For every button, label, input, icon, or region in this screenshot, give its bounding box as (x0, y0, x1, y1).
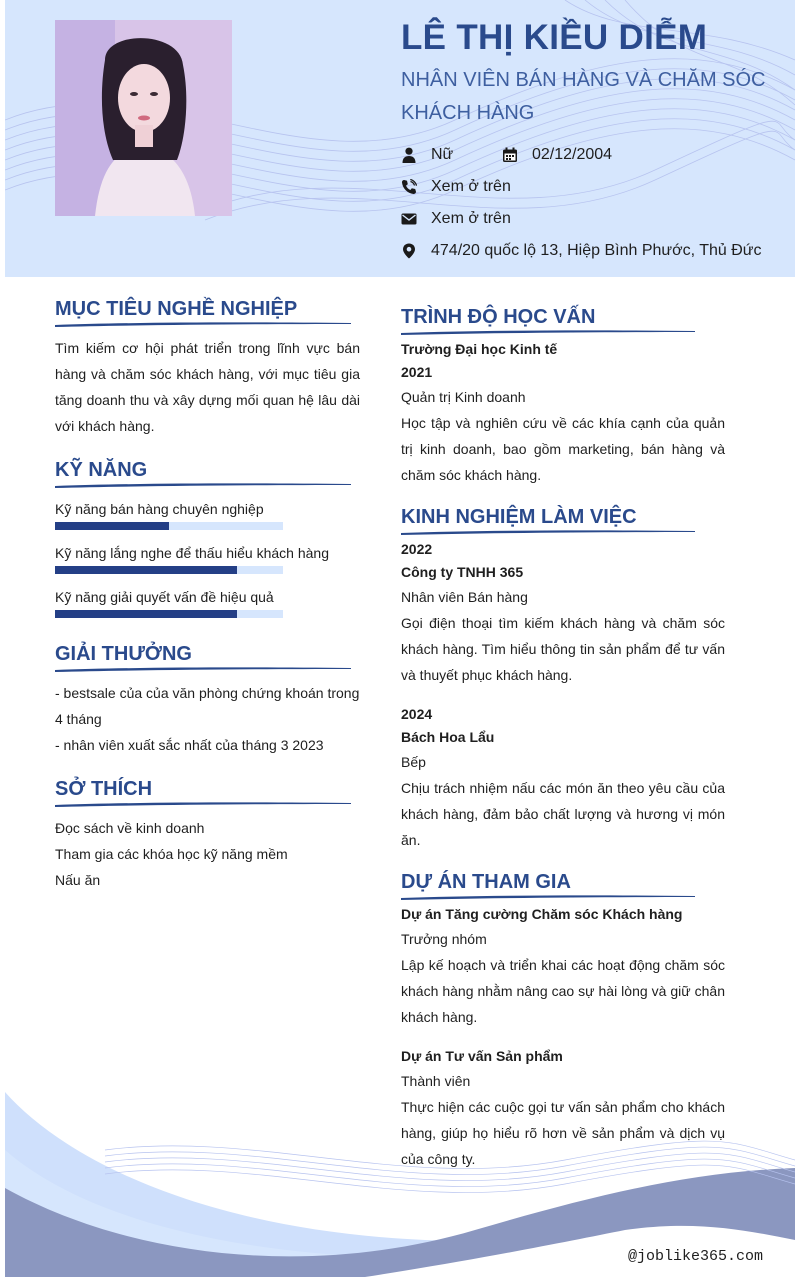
skill-bar-fill (55, 610, 237, 618)
skills-underline (55, 481, 351, 489)
person-icon (401, 147, 417, 163)
job-year: 2024 (401, 706, 433, 722)
skill-bar (55, 566, 283, 574)
projects-underline (401, 893, 695, 901)
skill-name: Kỹ năng giải quyết vấn đề hiệu quả (55, 589, 274, 605)
job-title: NHÂN VIÊN BÁN HÀNG VÀ CHĂM SÓC KHÁCH HÀNG (401, 69, 766, 124)
dob-value: 02/12/2004 (532, 146, 613, 163)
skill-name: Kỹ năng lắng nghe để thấu hiểu khách hàng (55, 545, 330, 561)
skill-bar-fill (55, 522, 169, 530)
job-company: Công ty TNHH 365 (401, 564, 524, 580)
education-underline (401, 328, 695, 336)
education-school: Trường Đại học Kinh tế (401, 341, 558, 357)
candidate-name: LÊ THỊ KIỀU DIỄM (401, 18, 708, 57)
project-role: Trưởng nhóm (401, 931, 487, 947)
job-desc: Chịu trách nhiệm nấu các món ăn theo yêu cầu của khách hàng, đảm bảo chất lượng và hương vị món ăn. (401, 780, 725, 848)
hobbies-underline (55, 800, 351, 808)
skills-title: KỸ NĂNG (55, 459, 148, 481)
awards-underline (55, 665, 351, 673)
skill-bar (55, 522, 283, 530)
hobbies-title: SỞ THÍCH (55, 778, 153, 800)
watermark: @joblike365.com (627, 1248, 763, 1265)
project-desc: Thực hiện các cuộc gọi tư vấn sản phẩm cho khách hàng, giúp họ hiểu rõ hơn về sản phẩm và dịch vụ của công ty. (401, 1099, 725, 1167)
email-row (401, 210, 511, 228)
email-value: Xem ở trên (431, 210, 511, 227)
job-role: Nhân viên Bán hàng (401, 589, 528, 605)
hobby-item: Nấu ăn (55, 872, 101, 888)
job-company: Bách Hoa Lẩu (401, 729, 495, 745)
phone-icon (401, 179, 417, 195)
calendar-icon (502, 147, 518, 163)
cv-page (5, 0, 795, 1277)
skill-bar (55, 610, 283, 618)
phone-value: Xem ở trên (431, 178, 511, 195)
education-desc: Học tập và nghiên cứu về các khía cạnh của quản trị kinh doanh, bao gồm marketing, bán hàng và chăm sóc khách hàng. (401, 415, 725, 483)
envelope-icon (401, 211, 417, 227)
gender-row (401, 146, 453, 164)
job-desc: Gọi điện thoại tìm kiếm khách hàng và chăm sóc khách hàng. Tìm hiểu thông tin sản phẩm để tư vấn và thuyết phục khách hàng. (401, 615, 725, 683)
hobby-item: Tham gia các khóa học kỹ năng mềm (55, 846, 288, 862)
award-item: - nhân viên xuất sắc nhất của tháng 3 2023 (55, 737, 324, 753)
project-desc: Lập kế hoạch và triển khai các hoạt động chăm sóc khách hàng nhằm nâng cao sự hài lòng và giữ chân khách hàng. (401, 957, 725, 1025)
hobby-item: Đọc sách về kinh doanh (55, 820, 205, 836)
experience-title: KINH NGHIỆM LÀM VIỆC (401, 506, 637, 528)
job-year: 2022 (401, 541, 433, 557)
awards-title: GIẢI THƯỞNG (55, 643, 192, 665)
objective-underline (55, 320, 351, 328)
gender-value: Nữ (431, 146, 454, 163)
projects-title: DỰ ÁN THAM GIA (401, 871, 571, 893)
project-name: Dự án Tăng cường Chăm sóc Khách hàng (401, 906, 683, 922)
education-title: TRÌNH ĐỘ HỌC VẤN (401, 306, 596, 328)
award-item: - bestsale của của văn phòng chứng khoán trong 4 tháng (55, 685, 360, 727)
education-major: Quản trị Kinh doanh (401, 389, 526, 405)
objective-text: Tìm kiếm cơ hội phát triển trong lĩnh vực bán hàng và chăm sóc khách hàng, với mục tiêu gia tăng doanh thu và xây dựng mối quan hệ lâu dài với khách hàng. (55, 340, 360, 434)
project-name: Dự án Tư vấn Sản phẩm (401, 1048, 563, 1064)
skill-bar-fill (55, 566, 237, 574)
job-role: Bếp (401, 754, 426, 770)
project-role: Thành viên (401, 1073, 471, 1089)
header (5, 0, 795, 277)
address-row (401, 242, 761, 260)
skill-name: Kỹ năng bán hàng chuyên nghiệp (55, 501, 264, 517)
address-value: 474/20 quốc lộ 13, Hiệp Bình Phước, Thủ Đức (431, 242, 762, 259)
objective-title: MỤC TIÊU NGHỀ NGHIỆP (55, 298, 298, 320)
education-year: 2021 (401, 364, 433, 380)
experience-underline (401, 528, 695, 536)
phone-row (401, 178, 511, 196)
map-pin-icon (401, 243, 417, 259)
dob-row (502, 146, 612, 164)
profile-photo (55, 20, 232, 216)
